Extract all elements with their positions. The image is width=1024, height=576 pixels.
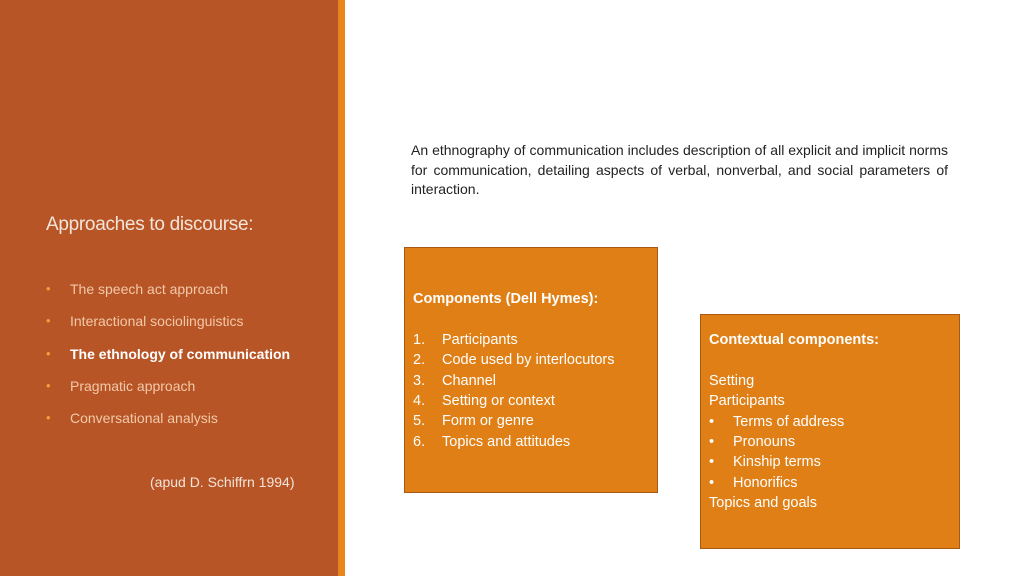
bullet-icon: • [46,313,51,329]
components-box [404,247,658,493]
contextual-sub-item [709,412,951,432]
item-label: Setting or context [442,393,555,410]
approach-label: Conversational analysis [70,410,218,427]
item-label: Channel [442,372,497,389]
component-item [413,432,649,452]
bullet-icon: • [709,413,715,430]
spacer [413,309,649,329]
participants-line: Participants [709,393,785,410]
panel-title: Approaches to discourse: [46,214,254,235]
item-number: 6. [413,433,426,450]
contextual-sub-item [709,432,951,452]
approach-item-ethnology-active [46,346,290,378]
bullet-icon: • [709,434,715,451]
sub-item-label: Kinship terms [733,454,821,471]
sub-item-label: Terms of address [733,413,845,430]
item-number: 2. [413,352,426,369]
bullet-icon: • [46,377,51,393]
approach-item-pragmatic [46,378,290,410]
bullet-icon: • [46,345,51,361]
contextual-box [700,314,960,549]
item-number: 1. [413,331,426,348]
components-heading: Components (Dell Hymes): [413,291,599,307]
spacer [709,350,951,370]
bullet-icon: • [709,454,715,471]
bullet-icon: • [46,281,51,296]
bullet-icon: • [709,474,715,491]
contextual-heading: Contextual components: [709,332,879,348]
sub-item-label: Honorifics [733,474,798,491]
approach-item-speech-act [46,281,290,313]
approach-label: The ethnology of communication [70,345,291,362]
sub-item-label: Pronouns [733,434,796,451]
item-label: Participants [442,331,518,348]
approach-label: Interactional sociolinguistics [70,313,244,330]
item-number: 3. [413,372,426,389]
component-item [413,371,649,391]
component-item [413,350,649,370]
intro-paragraph: An ethnography of communication includes description of all explicit and implicit norms for communication, detailing aspects of verbal, nonverbal, and social parameters of interaction. [411,142,948,197]
approach-list [46,281,290,442]
item-number: 4. [413,393,426,410]
component-item [413,411,649,431]
item-number: 5. [413,413,426,430]
contextual-sub-item [709,452,951,472]
setting-line: Setting [709,372,755,389]
approach-item-conversational [46,410,290,442]
component-item [413,391,649,411]
contextual-sub-item [709,473,951,493]
item-label: Code used by interlocutors [442,352,615,369]
item-label: Form or genre [442,413,534,430]
bullet-icon: • [46,410,51,426]
approach-item-interactional [46,313,290,345]
left-panel [0,0,338,576]
component-item [413,330,649,350]
accent-strip [338,0,345,576]
citation: (apud D. Schiffrn 1994) [150,474,295,490]
approach-label: Pragmatic approach [70,377,196,394]
topics-line: Topics and goals [709,495,818,512]
approach-label: The speech act approach [70,281,228,297]
item-label: Topics and attitudes [442,433,571,450]
